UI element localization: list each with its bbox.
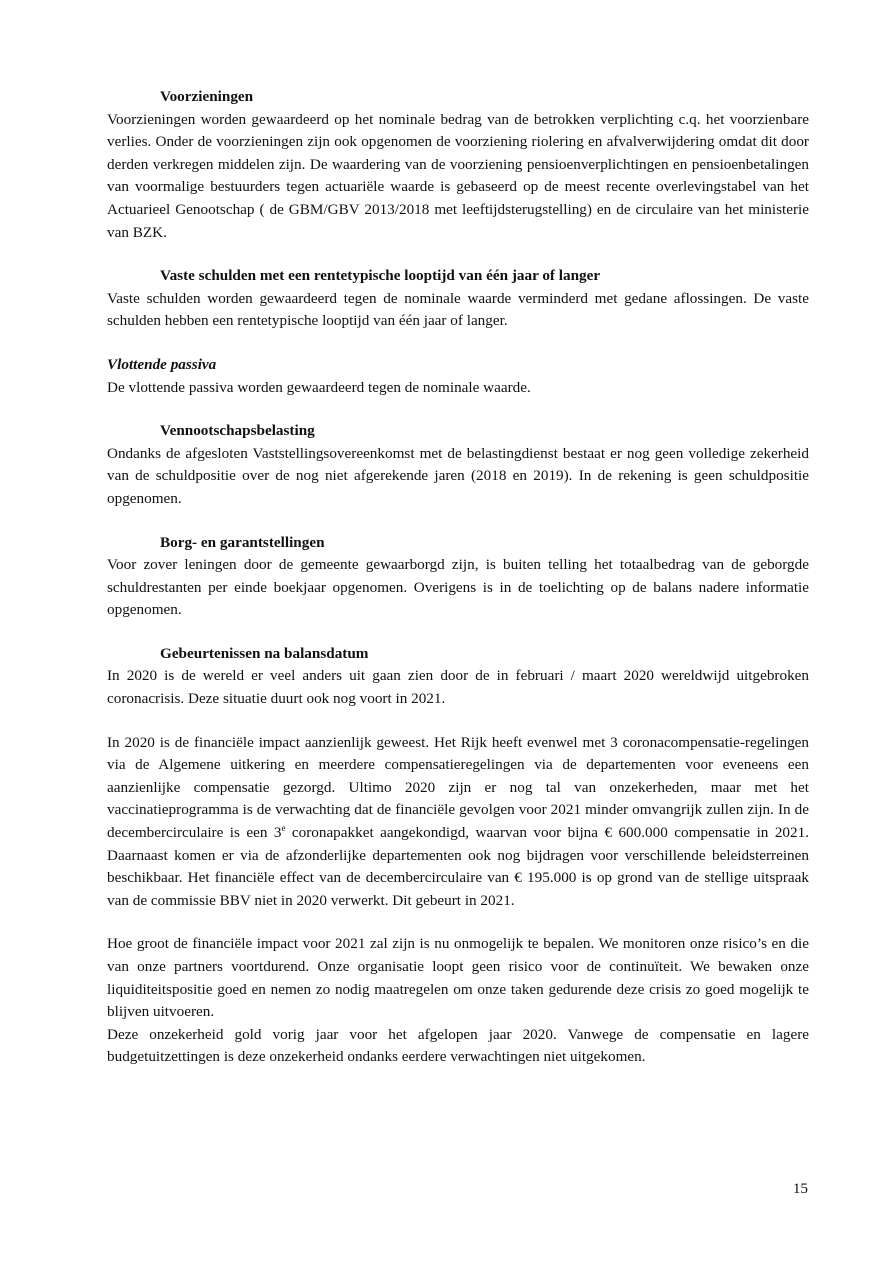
section-borg-garantstellingen (107, 532, 809, 622)
impact-paragraph (107, 732, 809, 913)
section-heading: Gebeurtenissen na balansdatum (160, 644, 369, 662)
section-gebeurtenissen (107, 643, 809, 1069)
impact-text-end: coronapakket aangekondigd, waarvan voor bijna € 600.000 compensatie in 2021. Daarnaast komen er via de afzonderlijke departementen ook nog bijdragen voor verschillende beleidsterreinen beschikbaar. Het financiële effect van de decembercirculaire van € 195.000 is op grond van de stellige uitspraak van de commissie BBV niet in 2020 verwerkt. Dit gebeurt in 2021. (107, 824, 809, 909)
section-vlottende-passiva (107, 354, 809, 399)
uncertainty-paragraph: Deze onzekerheid gold vorig jaar voor het afgelopen jaar 2020. Vanwege de compensatie en lagere budgetuitzettingen is deze onzekerheid ondanks eerdere verwachtingen niet uitgekomen. (107, 1025, 809, 1066)
impact-text-start: In 2020 is de financiële impact aanzienlijk geweest. Het Rijk heeft evenwel met 3 coronacompensatie-regelingen via de Algemene uitkering en meerdere compensatieregelingen via de departementen voor eveneens een aanzienlijke compensatie gezorgd. Ultimo 2020 zijn er nog tal van onzekerheden, maar met het vaccinatieprogramma is de verwachting dat de financiële gevolgen voor 2021 minder omvangrijk zullen zijn. In de decembercirculaire is een 3 (107, 733, 809, 842)
section-body: Vaste schulden worden gewaardeerd tegen de nominale waarde verminderd met gedane aflossingen. De vaste schulden hebben een rentetypische looptijd van één jaar of langer. (107, 289, 809, 330)
section-voorzieningen (107, 86, 809, 244)
outlook-paragraph: Hoe groot de financiële impact voor 2021 zal zijn is nu onmogelijk te bepalen. We monitoren onze risico’s en die van onze partners voortdurend. Onze organisatie loopt geen risico voor de continuïteit. We bewaken onze liquiditeitspositie goed en nemen zo nodig maatregelen om onze taken gedurende deze crisis zo goed mogelijk te blijven uitvoeren. (107, 935, 809, 1021)
section-heading: Vaste schulden met een rentetypische looptijd van één jaar of langer (160, 267, 601, 285)
section-vaste-schulden (107, 265, 809, 333)
section-body: Ondanks de afgesloten Vaststellingsovereenkomst met de belastingdienst bestaat er nog geen volledige zekerheid van de schuldpositie over de nog niet afgerekende jaren (2018 en 2019). In de rekening is geen schuldpositie opgenomen. (107, 444, 809, 507)
document-page (107, 86, 809, 1069)
section-body: Voorzieningen worden gewaardeerd op het nominale bedrag van de betrokken verplichting c.q. het voorzienbare verlies. Onder de voorzieningen zijn ook opgenomen de voorziening riolering en afvalverwijdering omdat dit door derden verkregen middelen zijn. De waardering van de voorziening pensioenverplichtingen en pensioenbetalingen van voormalige bestuurders tegen actuariële waarde is gebaseerd op de meest recente overlevingstabel van het Actuarieel Genootschap ( de GBM/GBV 2013/2018 met leeftijdsterugstelling) en de circulaire van het ministerie van BZK. (107, 110, 809, 241)
section-heading: Vennootschapsbelasting (160, 422, 315, 440)
ordinal-superscript: e (281, 822, 286, 833)
section-body: In 2020 is de wereld er veel anders uit gaan zien door de in februari / maart 2020 wereldwijd uitgebroken coronacrisis. Deze situatie duurt ook nog voort in 2021. (107, 667, 809, 708)
section-body: De vlottende passiva worden gewaardeerd tegen de nominale waarde. (107, 378, 531, 396)
section-heading: Vlottende passiva (107, 355, 217, 373)
section-vennootschapsbelasting (107, 420, 809, 510)
page-number: 15 (792, 1180, 808, 1197)
section-heading: Voorzieningen (160, 88, 254, 105)
section-body: Voor zover leningen door de gemeente gewaarborgd zijn, is buiten telling het totaalbedrag van de geborgde schuldrestanten per einde boekjaar opgenomen. Overigens is in de toelichting op de balans nadere informatie opgenomen. (107, 556, 809, 619)
section-heading: Borg- en garantstellingen (160, 533, 325, 551)
